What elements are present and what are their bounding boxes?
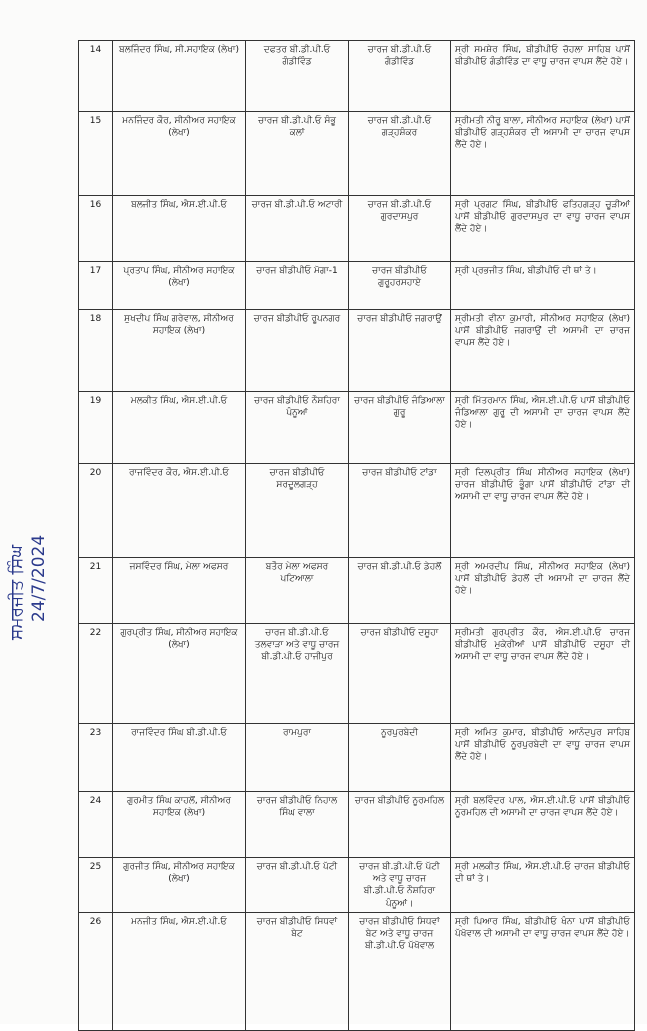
remarks-cell: ਸ੍ਰੀ ਅਮਿਤ ਕੁਮਾਰ, ਬੀਡੀਪੀਓ ਆਨੰਦਪੁਰ ਸਾਹਿਬ ਪਾਸੋਂ ਬੀਡੀਪੀਓ ਨੂਰਪੁਰਬੇਦੀ ਦਾ ਵਾਧੂ ਚਾਰਜ ਵਾਪਸ ਲੈਂਦੇ ਹੋਏ। xyxy=(451,724,635,792)
new-posting-cell: ਨੂਰਪੁਰਬੇਦੀ xyxy=(349,724,451,792)
serial-number-cell: 22 xyxy=(79,624,113,724)
officer-name-cell: ਜਸਵਿੰਦਰ ਸਿੰਘ, ਮੇਲਾ ਅਫਸਰ xyxy=(113,558,246,624)
new-posting-cell: ਚਾਰਜ ਬੀਡੀਪੀਓ ਜੰਡਿਆਲਾ ਗੁਰੂ xyxy=(349,392,451,464)
signature-name: ਸਮਰਜੀਤ ਸਿੰਘ xyxy=(7,545,27,640)
new-posting-cell: ਚਾਰਜ ਬੀਡੀਪੀਓ ਨੂਰਮਹਿਲ xyxy=(349,792,451,858)
remarks-cell: ਸ੍ਰੀਮਤੀ ਗੁਰਪ੍ਰੀਤ ਕੌਰ, ਐਸ.ਈ.ਪੀ.ਓ ਚਾਰਜ ਬੀਡੀਪੀਓ ਮੁਕੇਰੀਆਂ ਪਾਸੋਂ ਬੀਡੀਪੀਓ ਦਸੂਹਾ ਦੀ ਅਸਾਮੀ ਦਾ ਵਾਧੂ ਚਾਰਜ ਵਾਪਸ ਲੈਂਦੇ ਹੋਏ। xyxy=(451,624,635,724)
remarks-cell: ਸ੍ਰੀਮਤੀ ਨੀਰੂ ਬਾਲਾ, ਸੀਨੀਅਰ ਸਹਾਇਕ (ਲੇਖਾ) ਪਾਸੋਂ ਬੀਡੀਪੀਓ ਗੜ੍ਹਸ਼ੰਕਰ ਦੀ ਅਸਾਮੀ ਦਾ ਚਾਰਜ ਵਾਪਸ ਲੈਂਦੇ ਹੋਏ। xyxy=(451,112,635,196)
current-posting-cell: ਚਾਰਜ ਬੀਡੀਪੀਓ ਮੋਗਾ-1 xyxy=(246,262,349,310)
new-posting-cell: ਚਾਰਜ ਬੀਡੀਪੀਓ ਸਿਧਵਾਂ ਬੇਟ ਅਤੇ ਵਾਧੂ ਚਾਰਜ ਬੀ.ਡੀ.ਪੀ.ਓ ਪੱਖੋਵਾਲ xyxy=(349,912,451,1030)
table-row xyxy=(79,912,635,1030)
current-posting-cell: ਚਾਰਜ ਬੀਡੀਪੀਓ ਸਿਧਵਾਂ ਬੇਟ xyxy=(246,912,349,1030)
officer-name-cell: ਸੁਖਦੀਪ ਸਿੰਘ ਗਰੇਵਾਲ, ਸੀਨੀਅਰ ਸਹਾਇਕ (ਲੇਖਾ) xyxy=(113,310,246,392)
officer-name-cell: ਬਲਜੀਤ ਸਿੰਘ, ਐਸ.ਈ.ਪੀ.ਓ xyxy=(113,196,246,262)
current-posting-cell: ਦਫਤਰ ਬੀ.ਡੀ.ਪੀ.ਓ ਗੰਡੀਵਿੰਡ xyxy=(246,41,349,112)
serial-number-cell: 16 xyxy=(79,196,113,262)
transfer-orders-table xyxy=(78,40,635,1031)
remarks-cell: ਸ੍ਰੀ ਪ੍ਰਭਜੀਤ ਸਿੰਘ, ਬੀਡੀਪੀਓ ਦੀ ਥਾਂ ਤੇ। xyxy=(451,262,635,310)
remarks-cell: ਸ੍ਰੀ ਅਮਰਦੀਪ ਸਿੰਘ, ਸੀਨੀਅਰ ਸਹਾਇਕ (ਲੇਖਾ) ਪਾਸੋਂ ਬੀਡੀਪੀਓ ਡੇਹਲੋਂ ਦੀ ਅਸਾਮੀ ਦਾ ਚਾਰਜ ਲੈਂਦੇ ਹੋਏ। xyxy=(451,558,635,624)
current-posting-cell: ਚਾਰਜ ਬੀਡੀਪੀਓ ਰੂਪਨਗਰ xyxy=(246,310,349,392)
new-posting-cell: ਚਾਰਜ ਬੀਡੀਪੀਓ ਟਾਂਡਾ xyxy=(349,464,451,558)
serial-number-cell: 14 xyxy=(79,41,113,112)
table-row xyxy=(79,41,635,112)
table-row xyxy=(79,392,635,464)
remarks-cell: ਸ੍ਰੀ ਪ੍ਰਗਟ ਸਿੰਘ, ਬੀਡੀਪੀਓ ਫਤਿਹਗੜ੍ਹ ਚੂੜੀਆਂ ਪਾਸੋਂ ਬੀਡੀਪੀਓ ਗੁਰਦਾਸਪੁਰ ਦਾ ਵਾਧੂ ਚਾਰਜ ਵਾਪਸ ਲੈਂਦੇ ਹੋਏ। xyxy=(451,196,635,262)
new-posting-cell: ਚਾਰਜ ਬੀਡੀਪੀਓ ਜਗਰਾਉਂ xyxy=(349,310,451,392)
new-posting-cell: ਚਾਰਜ ਬੀਡੀਪੀਓ ਦਸੂਹਾ xyxy=(349,624,451,724)
table-row xyxy=(79,196,635,262)
remarks-cell: ਸ੍ਰੀ ਪਿਆਰ ਸਿੰਘ, ਬੀਡੀਪੀਓ ਖੰਨਾ ਪਾਸੋਂ ਬੀਡੀਪੀਓ ਪੱਖੋਵਾਲ ਦੀ ਅਸਾਮੀ ਦਾ ਵਾਧੂ ਚਾਰਜ ਵਾਪਸ ਲੈਂਦੇ ਹੋਏ। xyxy=(451,912,635,1030)
signature-date: 24/7/2024 xyxy=(29,534,49,622)
serial-number-cell: 25 xyxy=(79,858,113,913)
officer-name-cell: ਗੁਰਜੀਤ ਸਿੰਘ, ਸੀਨੀਅਰ ਸਹਾਇਕ (ਲੇਖਾ) xyxy=(113,858,246,913)
remarks-cell: ਸ੍ਰੀ ਮਲਕੀਤ ਸਿੰਘ, ਐਸ.ਈ.ਪੀ.ਓ ਚਾਰਜ ਬੀਡੀਪੀਓ ਦੀ ਥਾਂ ਤੇ। xyxy=(451,858,635,913)
remarks-cell: ਸ੍ਰੀ ਦਿਲਪ੍ਰੀਤ ਸਿੰਘ ਸੀਨੀਅਰ ਸਹਾਇਕ (ਲੇਖਾ) ਚਾਰਜ ਬੀਡੀਪੀਓ ਭੂੰਗਾ ਪਾਸੋਂ ਬੀਡੀਪੀਓ ਟਾਂਡਾ ਦੀ ਅਸਾਮੀ ਦਾ ਵਾਧੂ ਚਾਰਜ ਵਾਪਸ ਲੈਂਦੇ ਹੋਏ। xyxy=(451,464,635,558)
new-posting-cell: ਚਾਰਜ ਬੀਡੀਪੀਓ ਗੁਰੂਹਰਸਹਾਏ xyxy=(349,262,451,310)
officer-name-cell: ਗੁਰਮੀਤ ਸਿੰਘ ਕਾਹਲੋਂ, ਸੀਨੀਅਰ ਸਹਾਇਕ (ਲੇਖਾ) xyxy=(113,792,246,858)
officer-name-cell: ਬਲਜਿੰਦਰ ਸਿੰਘ, ਸੀ.ਸਹਾਇਕ (ਲੇਖਾ) xyxy=(113,41,246,112)
current-posting-cell: ਰਾਮਪੁਰਾ xyxy=(246,724,349,792)
new-posting-cell: ਚਾਰਜ ਬੀ.ਡੀ.ਪੀ.ਓ ਗੁਰਦਾਸਪੁਰ xyxy=(349,196,451,262)
officer-name-cell: ਪ੍ਰਤਾਪ ਸਿੰਘ, ਸੀਨੀਅਰ ਸਹਾਇਕ (ਲੇਖਾ) xyxy=(113,262,246,310)
remarks-cell: ਸ੍ਰੀ ਸਮਸ਼ੇਰ ਸਿੰਘ, ਬੀਡੀਪੀਓ ਚੋਹਲਾ ਸਾਹਿਬ ਪਾਸੋਂ ਬੀਡੀਪੀਓ ਗੰਡੀਵਿੰਡ ਦਾ ਵਾਧੂ ਚਾਰਜ ਵਾਪਸ ਲੈਂਦੇ ਹੋਏ। xyxy=(451,41,635,112)
serial-number-cell: 26 xyxy=(79,912,113,1030)
table-row xyxy=(79,112,635,196)
table-row xyxy=(79,262,635,310)
new-posting-cell: ਚਾਰਜ ਬੀ.ਡੀ.ਪੀ.ਓ ਗੰਡੀਵਿੰਡ xyxy=(349,41,451,112)
officer-name-cell: ਰਾਜਵਿੰਦਰ ਕੌਰ, ਐਸ.ਈ.ਪੀ.ਓ xyxy=(113,464,246,558)
officer-name-cell: ਮਨਜੀਤ ਸਿੰਘ, ਐਸ.ਈ.ਪੀ.ਓ xyxy=(113,912,246,1030)
table-body xyxy=(79,41,635,1031)
current-posting-cell: ਬਤੌਰ ਮੇਲਾ ਅਫਸਰ ਪਟਿਆਲਾ xyxy=(246,558,349,624)
serial-number-cell: 18 xyxy=(79,310,113,392)
remarks-cell: ਸ੍ਰੀ ਬਲਵਿੰਦਰ ਪਾਲ, ਐਸ.ਈ.ਪੀ.ਓ ਪਾਸੋਂ ਬੀਡੀਪੀਓ ਨੂਰਮਹਿਲ ਦੀ ਅਸਾਮੀ ਦਾ ਚਾਰਜ ਵਾਪਸ ਲੈਂਦੇ ਹੋਏ। xyxy=(451,792,635,858)
serial-number-cell: 20 xyxy=(79,464,113,558)
officer-name-cell: ਮਲਕੀਤ ਸਿੰਘ, ਐਸ.ਈ.ਪੀ.ਓ xyxy=(113,392,246,464)
officer-name-cell: ਗੁਰਪ੍ਰੀਤ ਸਿੰਘ, ਸੀਨੀਅਰ ਸਹਾਇਕ (ਲੇਖਾ) xyxy=(113,624,246,724)
serial-number-cell: 19 xyxy=(79,392,113,464)
new-posting-cell: ਚਾਰਜ ਬੀ.ਡੀ.ਪੀ.ਓ ਡੇਹਲੋਂ xyxy=(349,558,451,624)
new-posting-cell: ਚਾਰਜ ਬੀ.ਡੀ.ਪੀ.ਓ ਪੱਟੀ ਅਤੇ ਵਾਧੂ ਚਾਰਜ ਬੀ.ਡੀ.ਪੀ.ਓ ਨੌਸ਼ਹਿਰਾ ਪੰਨੂਆਂ। xyxy=(349,858,451,913)
table-row xyxy=(79,464,635,558)
current-posting-cell: ਚਾਰਜ ਬੀ.ਡੀ.ਪੀ.ਓ ਤਲਵਾੜਾ ਅਤੇ ਵਾਧੂ ਚਾਰਜ ਬੀ.ਡੀ.ਪੀ.ਓ ਹਾਜੀਪੁਰ xyxy=(246,624,349,724)
handwritten-signature xyxy=(6,535,50,640)
serial-number-cell: 23 xyxy=(79,724,113,792)
table-row xyxy=(79,558,635,624)
remarks-cell: ਸ੍ਰੀਮਤੀ ਵੀਨਾ ਕੁਮਾਰੀ, ਸੀਨੀਅਰ ਸਹਾਇਕ (ਲੇਖਾ) ਪਾਸੋਂ ਬੀਡੀਪੀਓ ਜਗਰਾਉਂ ਦੀ ਅਸਾਮੀ ਦਾ ਚਾਰਜ ਵਾਪਸ ਲੈਂਦੇ ਹੋਏ। xyxy=(451,310,635,392)
serial-number-cell: 15 xyxy=(79,112,113,196)
current-posting-cell: ਚਾਰਜ ਬੀਡੀਪੀਓ ਨਿਹਾਲ ਸਿੰਘ ਵਾਲਾ xyxy=(246,792,349,858)
table-row xyxy=(79,310,635,392)
new-posting-cell: ਚਾਰਜ ਬੀ.ਡੀ.ਪੀ.ਓ ਗੜ੍ਹਸ਼ੰਕਰ xyxy=(349,112,451,196)
serial-number-cell: 24 xyxy=(79,792,113,858)
remarks-cell: ਸ੍ਰੀ ਮਿੱਤਰਮਾਨ ਸਿੰਘ, ਐਸ.ਈ.ਪੀ.ਓ ਪਾਸੋਂ ਬੀਡੀਪੀਓ ਜੰਡਿਆਲਾ ਗੁਰੂ ਦੀ ਅਸਾਮੀ ਦਾ ਚਾਰਜ ਵਾਪਸ ਲੈਂਦੇ ਹੋਏ। xyxy=(451,392,635,464)
officer-name-cell: ਰਾਜਵਿੰਦਰ ਸਿੰਘ ਬੀ.ਡੀ.ਪੀ.ਓ xyxy=(113,724,246,792)
table-row xyxy=(79,624,635,724)
current-posting-cell: ਚਾਰਜ ਬੀ.ਡੀ.ਪੀ.ਓ ਸੰਭੂ ਕਲਾਂ xyxy=(246,112,349,196)
serial-number-cell: 17 xyxy=(79,262,113,310)
table-row xyxy=(79,858,635,913)
officer-name-cell: ਮਨਜਿੰਦਰ ਕੌਰ, ਸੀਨੀਅਰ ਸਹਾਇਕ (ਲੇਖਾ) xyxy=(113,112,246,196)
current-posting-cell: ਚਾਰਜ ਬੀ.ਡੀ.ਪੀ.ਓ ਪੱਟੀ xyxy=(246,858,349,913)
current-posting-cell: ਚਾਰਜ ਬੀਡੀਪੀਓ ਨੌਸ਼ਹਿਰਾ ਪੰਨੂਆਂ xyxy=(246,392,349,464)
current-posting-cell: ਚਾਰਜ ਬੀਡੀਪੀਓ ਸਰਦੂਲਗੜ੍ਹ xyxy=(246,464,349,558)
table-row xyxy=(79,724,635,792)
table-row xyxy=(79,792,635,858)
current-posting-cell: ਚਾਰਜ ਬੀ.ਡੀ.ਪੀ.ਓ ਅਟਾਰੀ xyxy=(246,196,349,262)
serial-number-cell: 21 xyxy=(79,558,113,624)
